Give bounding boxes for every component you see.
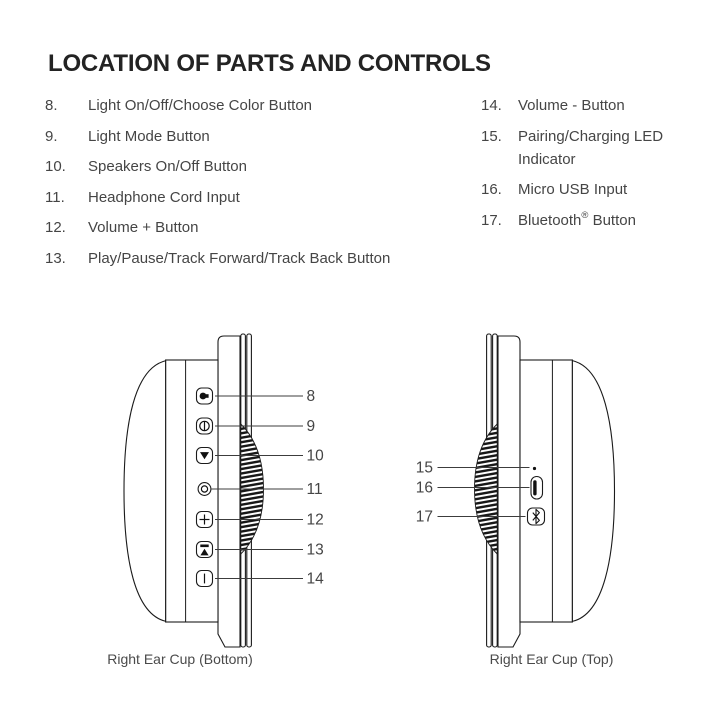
play-pause-track-icon (200, 545, 208, 548)
list-item-label: Volume - Button (518, 97, 625, 114)
list-item-number: 14. (481, 97, 502, 114)
right-ear-cup-top-diagram (416, 334, 615, 667)
micro-usb-port-icon (531, 477, 543, 500)
callout-number: 14 (306, 570, 324, 588)
list-item (45, 155, 475, 178)
cup-face (520, 360, 572, 622)
parts-list-right (481, 94, 684, 239)
volume-plus-button (197, 512, 213, 528)
list-item-number: 13. (45, 249, 66, 267)
list-item-number: 17. (481, 211, 502, 229)
pairing-charging-led-indicator (533, 467, 536, 470)
list-item-number: 8. (45, 97, 58, 114)
list-item-number: 16. (481, 181, 502, 198)
speakers-onoff-button (197, 448, 213, 464)
callout-number: 13 (306, 541, 324, 559)
list-item (45, 216, 475, 239)
callout-number: 9 (306, 418, 316, 435)
bluetooth-button (528, 508, 545, 525)
micro-usb-input (531, 477, 543, 500)
ear-cushion-hatch (475, 424, 498, 554)
ear-cup-diagrams-figure (0, 325, 708, 717)
list-item-number: 10. (45, 158, 66, 175)
cup-band (218, 336, 240, 647)
callout-number: 15 (415, 459, 433, 477)
list-item-label: Play/Pause/Track Forward/Track Back Button (88, 249, 391, 267)
list-item-number: 15. (481, 127, 502, 145)
callout-number: 12 (306, 511, 324, 529)
list-item-number: 9. (45, 127, 58, 145)
list-item-label: Micro USB Input (518, 181, 628, 198)
cup-band (498, 336, 520, 647)
list-item (481, 125, 684, 171)
light-bulb-icon (200, 393, 207, 400)
cup-dome (124, 361, 166, 622)
list-item (45, 94, 475, 117)
light-onoff-choose-color-button (197, 388, 213, 404)
diagram-caption: Right Ear Cup (Bottom) (107, 651, 253, 667)
headphone-cord-input (198, 483, 211, 496)
registered-trademark-symbol: ® (581, 209, 589, 221)
page-title: LOCATION OF PARTS AND CONTROLS (48, 50, 491, 77)
callout-number: 16 (415, 479, 433, 497)
parts-list-left (45, 94, 475, 277)
list-item-label: Headphone Cord Input (88, 188, 240, 206)
list-item (481, 178, 684, 201)
list-item (481, 209, 684, 232)
list-item-label: Light Mode Button (88, 127, 210, 145)
volume-minus-button (197, 571, 213, 587)
list-item (45, 247, 475, 270)
cup-dome (572, 361, 614, 622)
list-item-label: Bluetooth® Button (518, 209, 636, 229)
diagram-caption: Right Ear Cup (Top) (489, 651, 614, 667)
list-item-label: Pairing/Charging LED Indicator (518, 127, 664, 168)
light-mode-button (197, 418, 213, 434)
headphone-jack-icon (198, 483, 211, 496)
list-item-label: Light On/Off/Choose Color Button (88, 97, 313, 114)
callout-number: 8 (306, 388, 316, 405)
list-item-number: 11. (45, 188, 65, 206)
list-item-label: Volume + Button (88, 219, 199, 236)
right-ear-cup-bottom-diagram (107, 334, 324, 667)
callout-number: 11 (306, 481, 323, 498)
callout-number: 17 (415, 508, 433, 526)
list-item-label: Speakers On/Off Button (88, 158, 247, 175)
list-item (481, 94, 684, 117)
list-item-number: 12. (45, 219, 66, 236)
play-pause-track-button (197, 542, 213, 558)
callout-number: 10 (306, 447, 324, 465)
list-item (45, 125, 475, 148)
list-item (45, 186, 475, 209)
